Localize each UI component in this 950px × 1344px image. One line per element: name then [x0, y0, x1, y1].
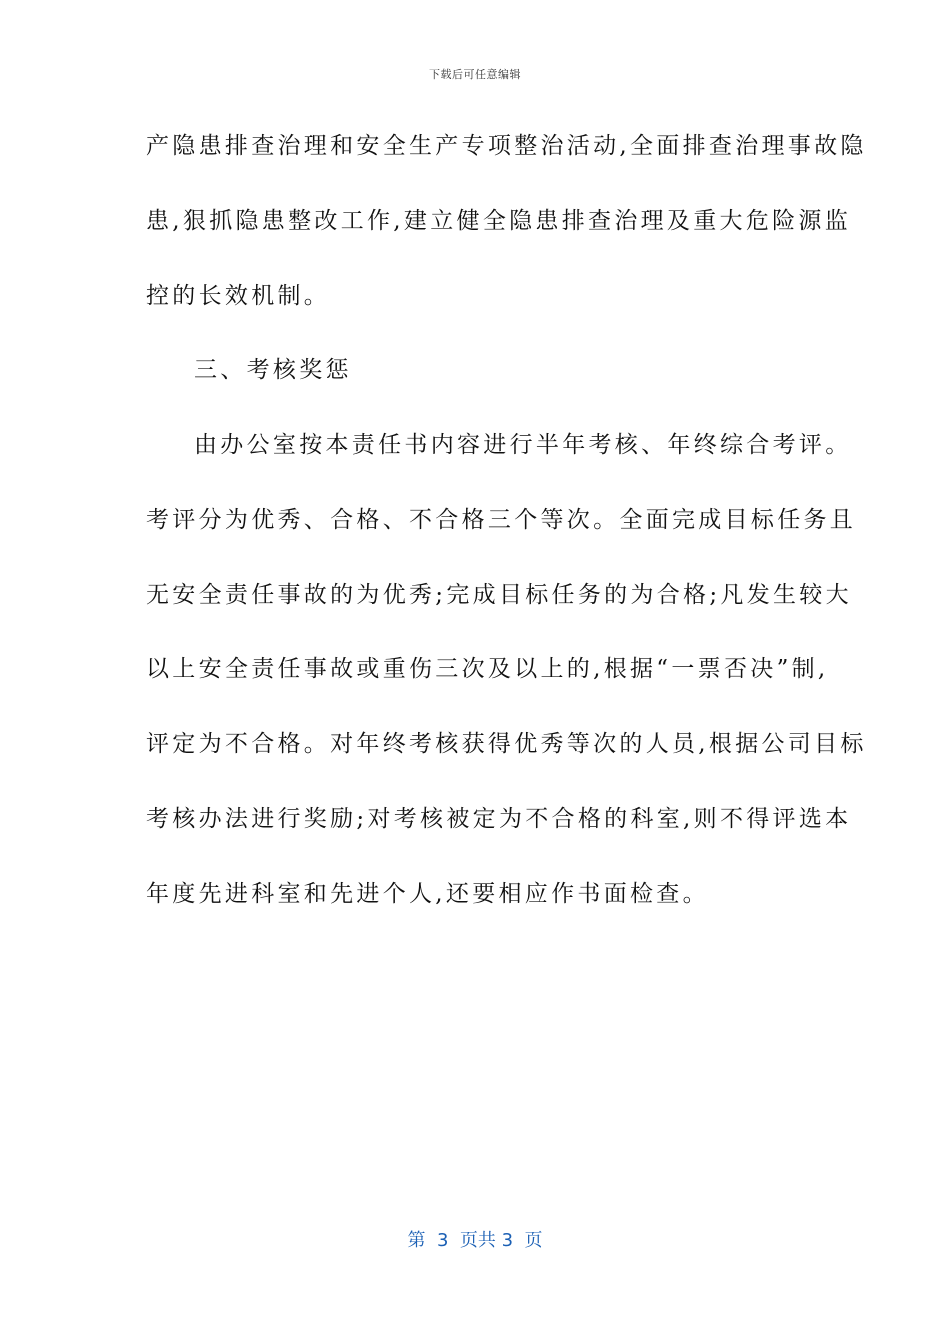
- body-line: 患,狠抓隐患整改工作,建立健全隐患排查治理及重大危险源监: [146, 208, 852, 234]
- header-note: 下载后可任意编辑: [429, 68, 521, 81]
- page-number-footer: 第 3 页共 3 页: [407, 1230, 543, 1251]
- body-line: 无安全责任事故的为优秀;完成目标任务的为合格;凡发生较大: [146, 582, 852, 608]
- body-line: 控的长效机制。: [146, 283, 331, 309]
- body-line: 考核办法进行奖励;对考核被定为不合格的科室,则不得评选本: [146, 806, 852, 832]
- body-line: 年度先进科室和先进个人,还要相应作书面检查。: [146, 881, 709, 907]
- body-line: 以上安全责任事故或重伤三次及以上的,根据“一票否决”制,: [146, 656, 829, 682]
- body-line: 评定为不合格。对年终考核获得优秀等次的人员,根据公司目标: [146, 731, 867, 757]
- body-line: 产隐患排查治理和安全生产专项整治活动,全面排查治理事故隐: [146, 133, 867, 159]
- body-line: 考评分为优秀、合格、不合格三个等次。全面完成目标任务且: [146, 507, 857, 533]
- section-heading: 三、考核奖惩: [194, 357, 352, 383]
- body-line: 由办公室按本责任书内容进行半年考核、年终综合考评。: [194, 432, 852, 458]
